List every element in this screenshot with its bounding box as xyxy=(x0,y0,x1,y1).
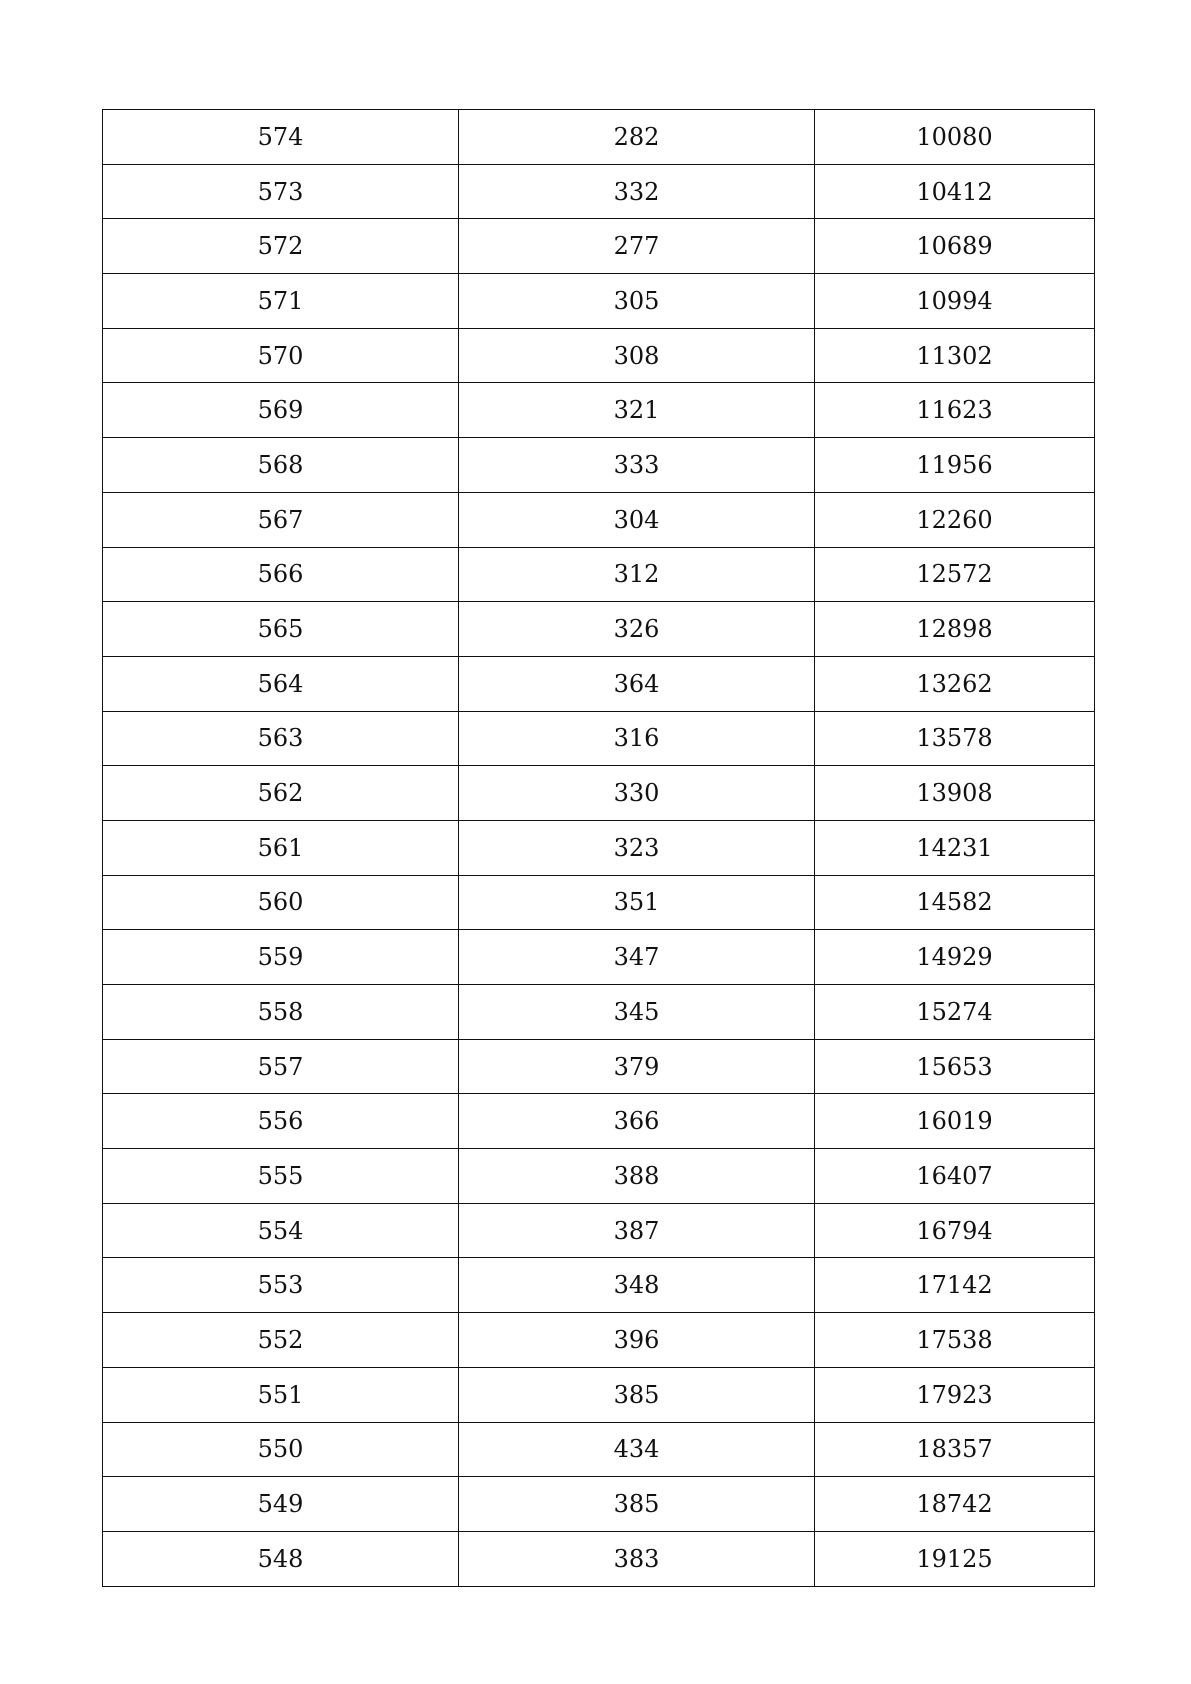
score-cell: 574 xyxy=(103,110,459,165)
table-row xyxy=(103,1094,1095,1149)
count-cell: 332 xyxy=(459,164,815,219)
count-cell: 366 xyxy=(459,1094,815,1149)
cumulative-cell: 19125 xyxy=(815,1531,1095,1586)
score-cell: 552 xyxy=(103,1313,459,1368)
score-cell: 559 xyxy=(103,930,459,985)
count-cell: 316 xyxy=(459,711,815,766)
score-cell: 553 xyxy=(103,1258,459,1313)
score-cell: 563 xyxy=(103,711,459,766)
table-row xyxy=(103,711,1095,766)
count-cell: 308 xyxy=(459,328,815,383)
score-cell: 549 xyxy=(103,1477,459,1532)
count-cell: 387 xyxy=(459,1203,815,1258)
table-row xyxy=(103,328,1095,383)
table-row xyxy=(103,274,1095,329)
cumulative-cell: 16794 xyxy=(815,1203,1095,1258)
table-row xyxy=(103,110,1095,165)
score-cell: 570 xyxy=(103,328,459,383)
count-cell: 351 xyxy=(459,875,815,930)
cumulative-cell: 12898 xyxy=(815,602,1095,657)
table-row xyxy=(103,383,1095,438)
score-cell: 560 xyxy=(103,875,459,930)
table-body xyxy=(103,110,1095,1587)
cumulative-cell: 13908 xyxy=(815,766,1095,821)
cumulative-cell: 15653 xyxy=(815,1039,1095,1094)
cumulative-cell: 14231 xyxy=(815,820,1095,875)
table-row xyxy=(103,547,1095,602)
cumulative-cell: 10994 xyxy=(815,274,1095,329)
table-row xyxy=(103,1313,1095,1368)
count-cell: 326 xyxy=(459,602,815,657)
table-row xyxy=(103,1531,1095,1586)
score-cell: 568 xyxy=(103,438,459,493)
table-row xyxy=(103,1422,1095,1477)
count-cell: 282 xyxy=(459,110,815,165)
count-cell: 385 xyxy=(459,1367,815,1422)
score-cell: 571 xyxy=(103,274,459,329)
score-cell: 572 xyxy=(103,219,459,274)
cumulative-cell: 14929 xyxy=(815,930,1095,985)
table-row xyxy=(103,766,1095,821)
count-cell: 434 xyxy=(459,1422,815,1477)
score-cell: 548 xyxy=(103,1531,459,1586)
count-cell: 383 xyxy=(459,1531,815,1586)
cumulative-cell: 13578 xyxy=(815,711,1095,766)
cumulative-cell: 11302 xyxy=(815,328,1095,383)
score-cell: 566 xyxy=(103,547,459,602)
cumulative-cell: 16407 xyxy=(815,1149,1095,1204)
cumulative-cell: 12572 xyxy=(815,547,1095,602)
count-cell: 305 xyxy=(459,274,815,329)
count-cell: 385 xyxy=(459,1477,815,1532)
cumulative-cell: 10080 xyxy=(815,110,1095,165)
cumulative-cell: 10689 xyxy=(815,219,1095,274)
cumulative-cell: 11956 xyxy=(815,438,1095,493)
score-cell: 558 xyxy=(103,985,459,1040)
count-cell: 312 xyxy=(459,547,815,602)
count-cell: 323 xyxy=(459,820,815,875)
count-cell: 388 xyxy=(459,1149,815,1204)
table-row xyxy=(103,492,1095,547)
score-cell: 569 xyxy=(103,383,459,438)
table-row xyxy=(103,656,1095,711)
table-row xyxy=(103,1203,1095,1258)
cumulative-cell: 16019 xyxy=(815,1094,1095,1149)
score-cell: 565 xyxy=(103,602,459,657)
score-cell: 550 xyxy=(103,1422,459,1477)
cumulative-cell: 12260 xyxy=(815,492,1095,547)
table-row xyxy=(103,875,1095,930)
cumulative-cell: 18742 xyxy=(815,1477,1095,1532)
count-cell: 348 xyxy=(459,1258,815,1313)
cumulative-cell: 10412 xyxy=(815,164,1095,219)
cumulative-cell: 14582 xyxy=(815,875,1095,930)
score-cell: 573 xyxy=(103,164,459,219)
table-row xyxy=(103,985,1095,1040)
count-cell: 379 xyxy=(459,1039,815,1094)
score-cell: 554 xyxy=(103,1203,459,1258)
score-cell: 567 xyxy=(103,492,459,547)
score-cell: 556 xyxy=(103,1094,459,1149)
score-cell: 555 xyxy=(103,1149,459,1204)
table-row xyxy=(103,1039,1095,1094)
count-cell: 396 xyxy=(459,1313,815,1368)
count-cell: 364 xyxy=(459,656,815,711)
table-row xyxy=(103,438,1095,493)
count-cell: 333 xyxy=(459,438,815,493)
score-cell: 562 xyxy=(103,766,459,821)
score-cell: 551 xyxy=(103,1367,459,1422)
count-cell: 330 xyxy=(459,766,815,821)
score-table xyxy=(102,109,1095,1587)
score-cell: 564 xyxy=(103,656,459,711)
count-cell: 321 xyxy=(459,383,815,438)
table-row xyxy=(103,1367,1095,1422)
score-cell: 557 xyxy=(103,1039,459,1094)
score-cell: 561 xyxy=(103,820,459,875)
count-cell: 304 xyxy=(459,492,815,547)
cumulative-cell: 17923 xyxy=(815,1367,1095,1422)
table-row xyxy=(103,1149,1095,1204)
cumulative-cell: 11623 xyxy=(815,383,1095,438)
count-cell: 277 xyxy=(459,219,815,274)
table-row xyxy=(103,602,1095,657)
cumulative-cell: 15274 xyxy=(815,985,1095,1040)
cumulative-cell: 18357 xyxy=(815,1422,1095,1477)
cumulative-cell: 17142 xyxy=(815,1258,1095,1313)
table-row xyxy=(103,1477,1095,1532)
table-row xyxy=(103,219,1095,274)
table-row xyxy=(103,1258,1095,1313)
table-row xyxy=(103,820,1095,875)
cumulative-cell: 13262 xyxy=(815,656,1095,711)
cumulative-cell: 17538 xyxy=(815,1313,1095,1368)
table-row xyxy=(103,164,1095,219)
count-cell: 345 xyxy=(459,985,815,1040)
count-cell: 347 xyxy=(459,930,815,985)
table-row xyxy=(103,930,1095,985)
